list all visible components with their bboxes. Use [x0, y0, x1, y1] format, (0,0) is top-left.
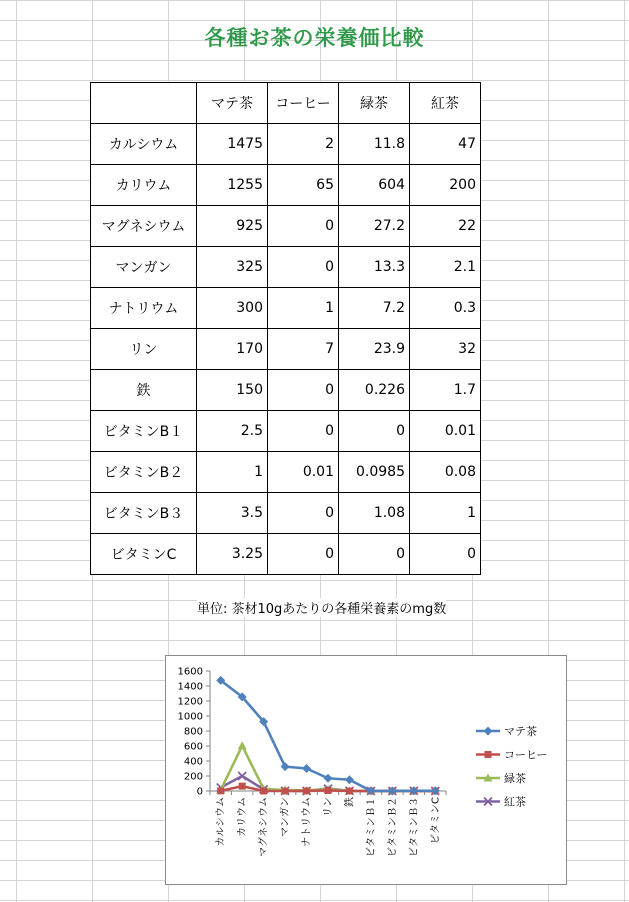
data-point — [302, 764, 311, 773]
table-header-row — [91, 83, 481, 124]
table-cell[interactable]: 1 — [268, 288, 339, 329]
corner-cell[interactable] — [91, 83, 197, 124]
line-chart — [166, 656, 566, 884]
header-mate[interactable]: マテ茶 — [197, 83, 268, 124]
row-label[interactable]: カリウム — [91, 165, 197, 206]
table-cell[interactable]: 22 — [410, 206, 481, 247]
table-cell[interactable]: 1.08 — [339, 493, 410, 534]
table-cell[interactable]: 3.5 — [197, 493, 268, 534]
x-tick-label: ビタミンＢ２ — [387, 797, 399, 857]
x-tick-label: リン — [323, 797, 334, 817]
table-cell[interactable]: 23.9 — [339, 329, 410, 370]
table-cell[interactable]: 170 — [197, 329, 268, 370]
x-tick-label: ビタミンC — [430, 797, 442, 844]
x-tick-label: カリウム — [237, 797, 249, 837]
table-row — [91, 534, 481, 575]
table-cell[interactable]: 32 — [410, 329, 481, 370]
table-cell[interactable]: 11.8 — [339, 124, 410, 165]
row-label[interactable]: マンガン — [91, 247, 197, 288]
table-cell[interactable]: 1.7 — [410, 370, 481, 411]
table-cell[interactable]: 200 — [410, 165, 481, 206]
header-coffee[interactable]: コーヒー — [268, 83, 339, 124]
y-tick-label: 0 — [196, 786, 203, 798]
data-point — [238, 741, 247, 749]
table-row — [91, 411, 481, 452]
y-tick-label: 200 — [183, 771, 203, 783]
row-label[interactable]: ビタミンB１ — [91, 411, 197, 452]
table-cell[interactable]: 1255 — [197, 165, 268, 206]
row-label[interactable]: ビタミンB３ — [91, 493, 197, 534]
data-point — [260, 788, 267, 795]
table-row — [91, 288, 481, 329]
header-black-tea[interactable]: 紅茶 — [410, 83, 481, 124]
table-cell[interactable]: 47 — [410, 124, 481, 165]
table-cell[interactable]: 0 — [339, 411, 410, 452]
table-cell[interactable]: 925 — [197, 206, 268, 247]
data-point — [324, 774, 333, 783]
table-cell[interactable]: 604 — [339, 165, 410, 206]
row-label[interactable]: ビタミンC — [91, 534, 197, 575]
table-row — [91, 452, 481, 493]
y-tick-label: 800 — [183, 726, 203, 738]
table-cell[interactable]: 7.2 — [339, 288, 410, 329]
x-tick-label: マンガン — [280, 797, 292, 837]
data-point — [282, 788, 289, 795]
table-cell[interactable]: 0.0985 — [339, 452, 410, 493]
table-cell[interactable]: 2.1 — [410, 247, 481, 288]
table-cell[interactable]: 300 — [197, 288, 268, 329]
table-cell[interactable]: 150 — [197, 370, 268, 411]
legend-label: マテ茶 — [504, 725, 537, 738]
table-cell[interactable]: 3.25 — [197, 534, 268, 575]
table-cell[interactable]: 0.08 — [410, 452, 481, 493]
page-title: 各種お茶の栄養価比較 — [204, 26, 425, 50]
data-point — [346, 788, 353, 795]
y-tick-label: 1400 — [177, 681, 203, 693]
table-cell[interactable]: 1475 — [197, 124, 268, 165]
y-tick-label: 600 — [183, 741, 203, 753]
table-cell[interactable]: 0 — [410, 534, 481, 575]
x-tick-label: ナトリウム — [301, 797, 313, 847]
table-row — [91, 370, 481, 411]
table-cell[interactable]: 65 — [268, 165, 339, 206]
y-tick-label: 1600 — [177, 666, 203, 678]
table-row — [91, 493, 481, 534]
table-cell[interactable]: 0.226 — [339, 370, 410, 411]
x-tick-label: ビタミンＢ３ — [408, 797, 420, 857]
table-row — [91, 206, 481, 247]
table-cell[interactable]: 27.2 — [339, 206, 410, 247]
legend-marker — [484, 727, 493, 736]
legend-label: 紅茶 — [504, 795, 526, 809]
unit-note: 単位: 茶材10gあたりの各種栄養素のmg数 — [197, 598, 446, 617]
legend-label: コーヒー — [504, 748, 548, 762]
data-point — [303, 787, 310, 794]
y-tick-label: 400 — [183, 756, 203, 768]
table-row — [91, 247, 481, 288]
chart-area[interactable] — [165, 655, 567, 885]
table-cell[interactable]: 325 — [197, 247, 268, 288]
legend-marker — [485, 751, 492, 758]
table-cell[interactable]: 0 — [268, 370, 339, 411]
table-cell[interactable]: 0 — [268, 534, 339, 575]
x-tick-label: カルシウム — [215, 797, 227, 847]
row-label[interactable]: ナトリウム — [91, 288, 197, 329]
row-label[interactable]: マグネシウム — [91, 206, 197, 247]
table-row — [91, 124, 481, 165]
table-cell[interactable]: 7 — [268, 329, 339, 370]
table-cell[interactable]: 0 — [339, 534, 410, 575]
header-green-tea[interactable]: 緑茶 — [339, 83, 410, 124]
table-cell[interactable]: 0 — [268, 247, 339, 288]
table-cell[interactable]: 0.3 — [410, 288, 481, 329]
table-cell[interactable]: 1 — [410, 493, 481, 534]
table-cell[interactable]: 0.01 — [268, 452, 339, 493]
row-label[interactable]: カルシウム — [91, 124, 197, 165]
data-point — [345, 775, 354, 784]
table-row — [91, 329, 481, 370]
table-cell[interactable]: 2.5 — [197, 411, 268, 452]
table-cell[interactable]: 0 — [268, 493, 339, 534]
table-row — [91, 165, 481, 206]
y-tick-label: 1200 — [177, 696, 203, 708]
data-point — [325, 787, 332, 794]
x-tick-label: ビタミンＢ１ — [365, 797, 377, 857]
data-point — [281, 762, 290, 771]
row-label[interactable]: 鉄 — [91, 370, 197, 411]
nutrition-table — [90, 82, 481, 575]
row-label[interactable]: リン — [91, 329, 197, 370]
table-cell[interactable]: 13.3 — [339, 247, 410, 288]
x-tick-label: 鉄 — [344, 797, 356, 807]
table-cell[interactable]: 2 — [268, 124, 339, 165]
row-label[interactable]: ビタミンB２ — [91, 452, 197, 493]
data-point — [217, 787, 224, 794]
x-tick-label: マグネシウム — [258, 797, 270, 857]
data-point — [239, 783, 246, 790]
data-point — [238, 772, 246, 780]
table-cell[interactable]: 1 — [197, 452, 268, 493]
legend-label: 緑茶 — [504, 772, 526, 785]
table-cell[interactable]: 0 — [268, 206, 339, 247]
table-cell[interactable]: 0 — [268, 411, 339, 452]
y-tick-label: 1000 — [177, 711, 203, 723]
table-cell[interactable]: 0.01 — [410, 411, 481, 452]
